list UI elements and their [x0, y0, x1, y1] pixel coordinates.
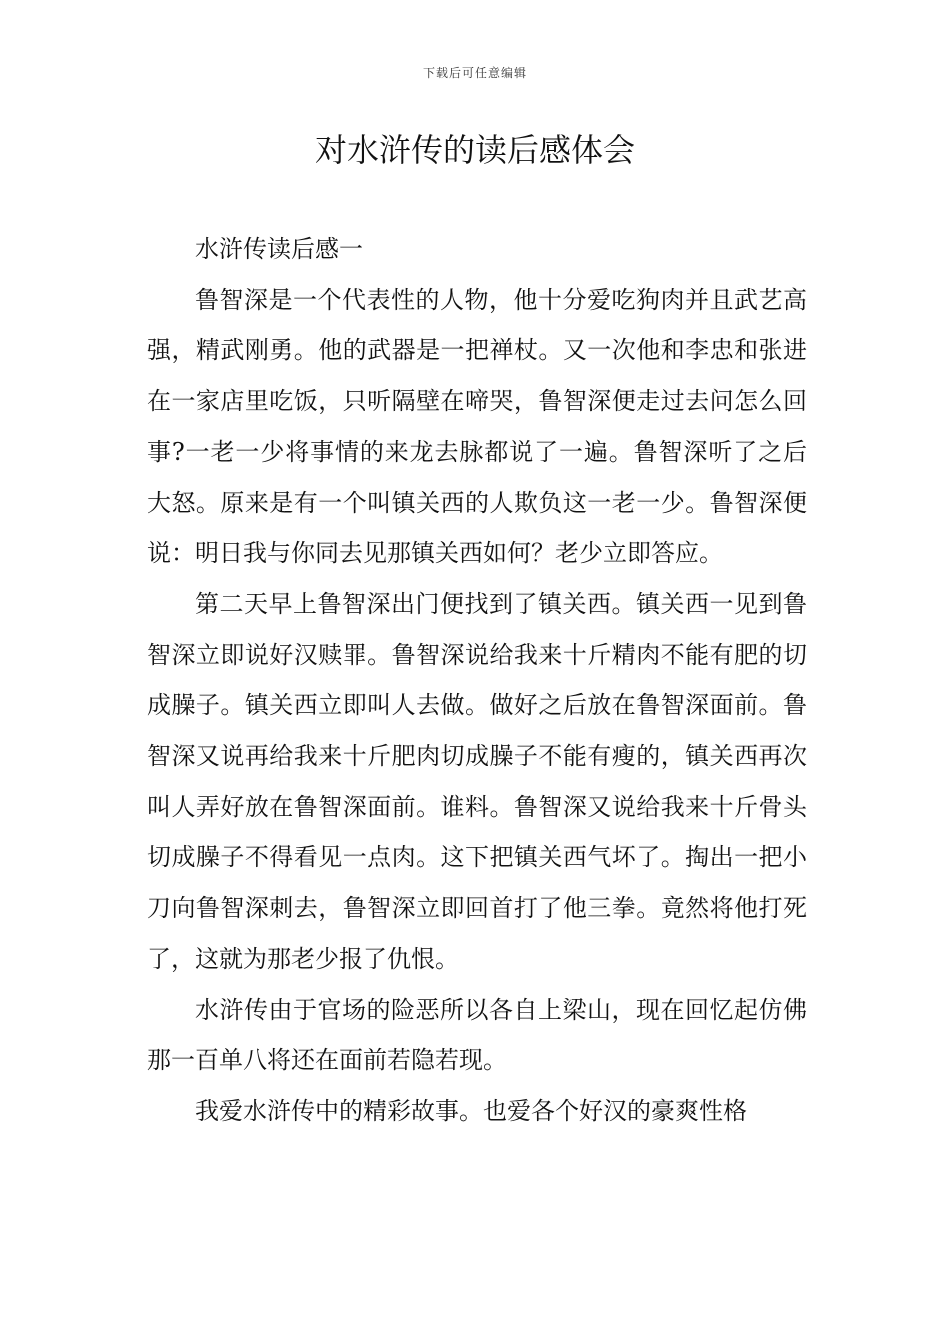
document-title: 对水浒传的读后感体会 [314, 131, 635, 169]
document-body [147, 224, 807, 1137]
body-paragraph: 第二天早上鲁智深出门便找到了镇关西。镇关西一见到鲁智深立即说好汉赎罪。鲁智深说给我来十斤精肉不能有肥的切成臊子。镇关西立即叫人去做。做好之后放在鲁智深面前。鲁智深又说再给我来十斤肥肉切成臊子不能有瘦的，镇关西再次叫人弄好放在鲁智深面前。谁料。鲁智深又说给我来十斤骨头切成臊子不得看见一点肉。这下把镇关西气坏了。掏出一把小刀向鲁智深刺去，鲁智深立即回首打了他三拳。竟然将他打死了，这就为那老少报了仇恨。 [147, 589, 807, 973]
body-paragraph: 我爱水浒传中的精彩故事。也爱各个好汉的豪爽性格 [195, 1096, 747, 1125]
section-heading: 水浒传读后感一 [195, 235, 363, 263]
body-paragraph: 鲁智深是一个代表性的人物，他十分爱吃狗肉并且武艺高强，精武刚勇。他的武器是一把禅杖。又一次他和李忠和张进在一家店里吃饭，只听隔壁在啼哭，鲁智深便走过去问怎么回事?一老一少将事情的来龙去脉都说了一遍。鲁智深听了之后大怒。原来是有一个叫镇关西的人欺负这一老一少。鲁智深便说：明日我与你同去见那镇关西如何？老少立即答应。 [147, 285, 807, 568]
body-paragraph: 水浒传由于官场的险恶所以各自上梁山，现在回忆起仿佛那一百单八将还在面前若隐若现。 [147, 995, 807, 1075]
page-header-note: 下载后可任意编辑 [422, 66, 527, 80]
